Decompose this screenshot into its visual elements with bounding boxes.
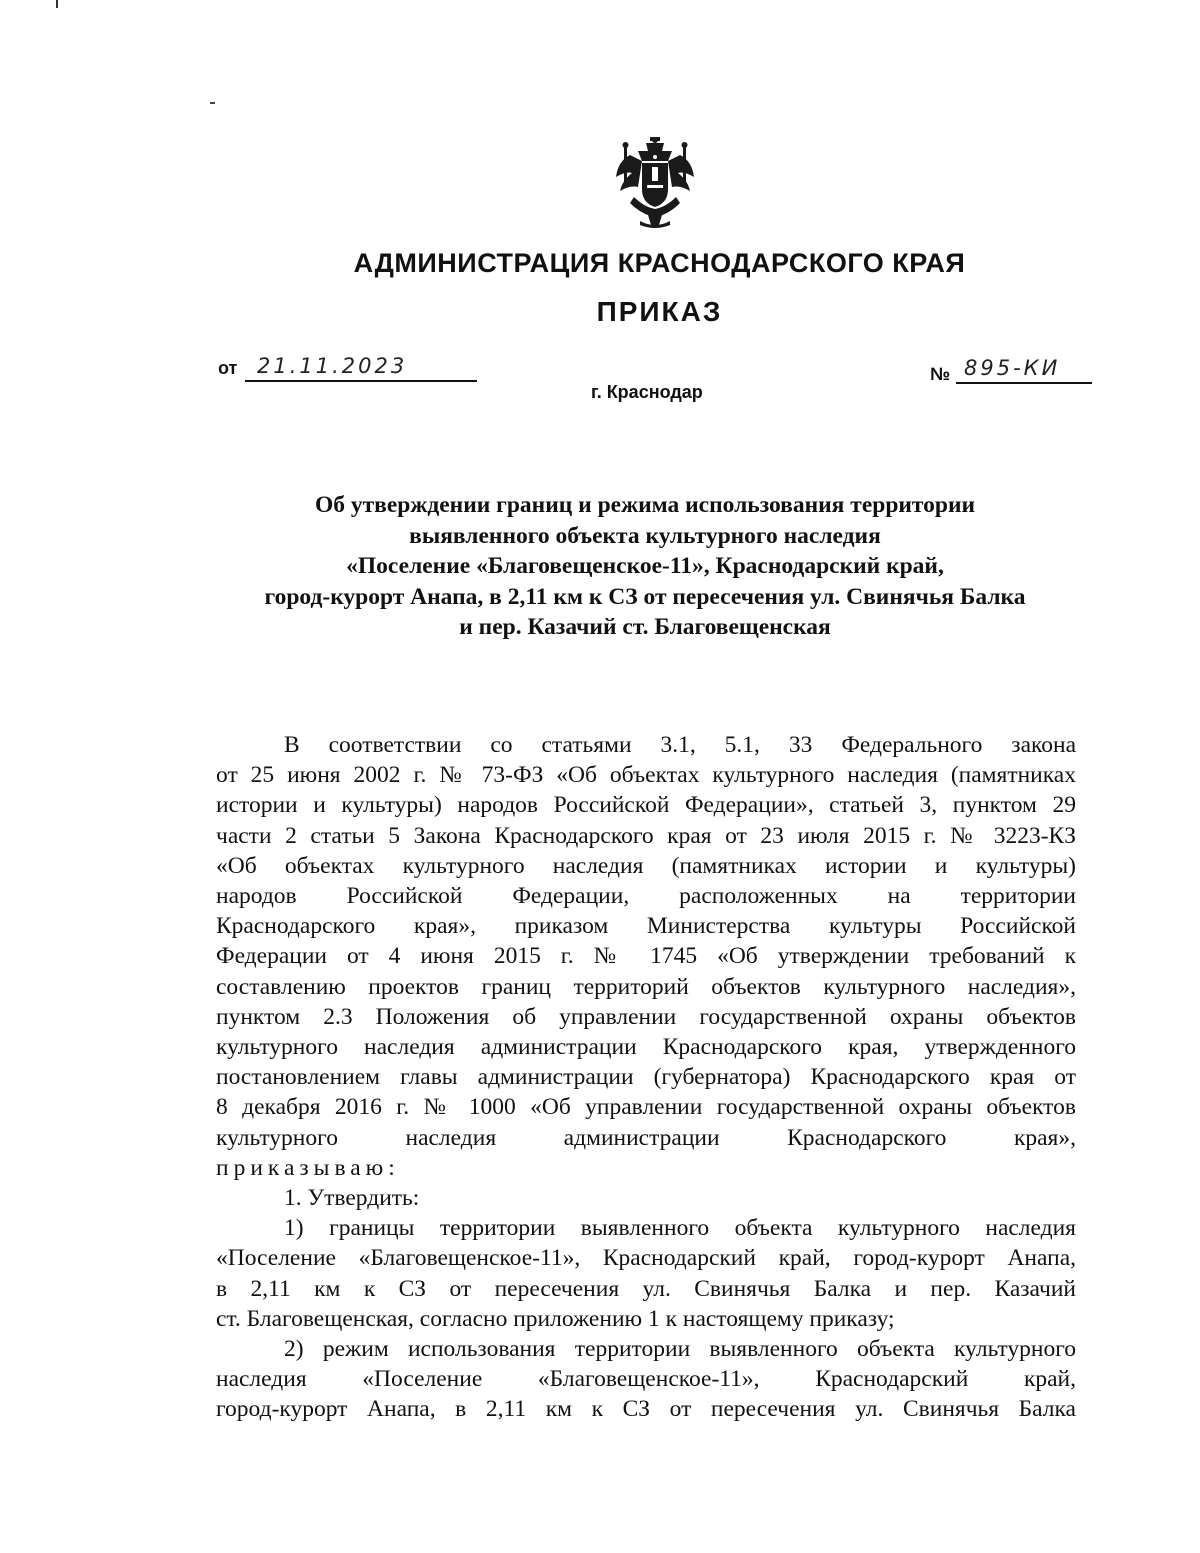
text-line: В соответствии со статьями 3.1, 5.1, 33 Федерального закона [284, 732, 1076, 758]
text-line: части 2 статьи 5 Закона Краснодарского края от 23 июля 2015 г. № 3223-КЗ [216, 822, 1076, 849]
title-line: выявленного объекта культурного наследия [409, 522, 881, 549]
document-body [216, 730, 1076, 1425]
sub-item-2 [216, 1334, 1076, 1425]
document-type: ПРИКАЗ [596, 296, 723, 327]
text-line: культурного наследия администрации Краснодарского края, утвержденного [216, 1034, 1076, 1061]
organization-name: АДМИНИСТРАЦИЯ КРАСНОДАРСКОГО КРАЯ [353, 248, 966, 278]
text-line: ст. Благовещенская, согласно приложению 1 к настоящему приказу; [216, 1305, 895, 1332]
handwritten-number: 895-КИ [956, 356, 1092, 384]
text-line: от 25 июня 2002 г. № 73-ФЗ «Об объектах культурного наследия (памятниках [216, 762, 1076, 789]
text-line: 2) режим использования территории выявленного объекта культурного [284, 1336, 1076, 1363]
title-line: «Поселение «Благовещенское-11», Краснодарский край, [346, 553, 944, 579]
coat-of-arms-emblem [612, 135, 698, 231]
text-line: город-курорт Анапа, в 2,11 км к СЗ от пересечения ул. Свинячья Балка [216, 1396, 1076, 1423]
title-line: город-курорт Анапа, в 2,11 км к СЗ от пересечения ул. Свинячья Балка [264, 583, 1026, 610]
city-name: г. Краснодар [591, 382, 703, 402]
title-line: Об утверждении границ и режима использования территории [314, 492, 976, 518]
text-line: «Поселение «Благовещенское-11», Краснодарский край, город-курорт Анапа, [216, 1245, 1076, 1272]
text-line: 1) границы территории выявленного объекта культурного наследия [284, 1215, 1076, 1242]
decree-word: приказываю: [216, 1154, 400, 1181]
text-line: истории и культуры) народов Российской Федерации», статьей 3, пунктом 29 [216, 792, 1076, 819]
text-line: 8 декабря 2016 г. № 1000 «Об управлении государственной охраны объектов [216, 1094, 1076, 1121]
item-1: 1. Утвердить: [284, 1185, 420, 1212]
number-sign: № [930, 364, 951, 384]
handwritten-date: 21.11.2023 [245, 354, 477, 382]
text-line: Федерации от 4 июня 2015 г. № 1745 «Об утверждении требований к [216, 943, 1076, 970]
preamble-paragraph [216, 730, 1076, 1183]
text-line: постановлением главы администрации (губернатора) Краснодарского края от [216, 1064, 1076, 1091]
scan-mark [56, 0, 58, 8]
text-line: в 2,11 км к СЗ от пересечения ул. Свинячья Балка и пер. Казачий [216, 1275, 1076, 1302]
text-line: народов Российской Федерации, расположенных на территории [216, 883, 1076, 910]
text-line: пунктом 2.3 Положения об управлении государственной охраны объектов [216, 1003, 1076, 1030]
text-line: составлению проектов границ территорий объектов культурного наследия», [216, 973, 1076, 1000]
text-line: культурного наследия администрации Краснодарского края», [216, 1124, 1076, 1151]
date-prefix: от [218, 358, 238, 378]
sub-item-1 [216, 1213, 1076, 1334]
text-line: Краснодарского края», приказом Министерства культуры Российской [216, 913, 1076, 940]
text-line: «Об объектах культурного наследия (памятниках истории и культуры) [216, 852, 1076, 879]
document-title [200, 490, 1090, 643]
text-line: наследия «Поселение «Благовещенское-11», Краснодарский край, [216, 1366, 1076, 1393]
scan-speck [210, 102, 215, 104]
title-line: и пер. Казачий ст. Благовещенская [459, 614, 831, 640]
